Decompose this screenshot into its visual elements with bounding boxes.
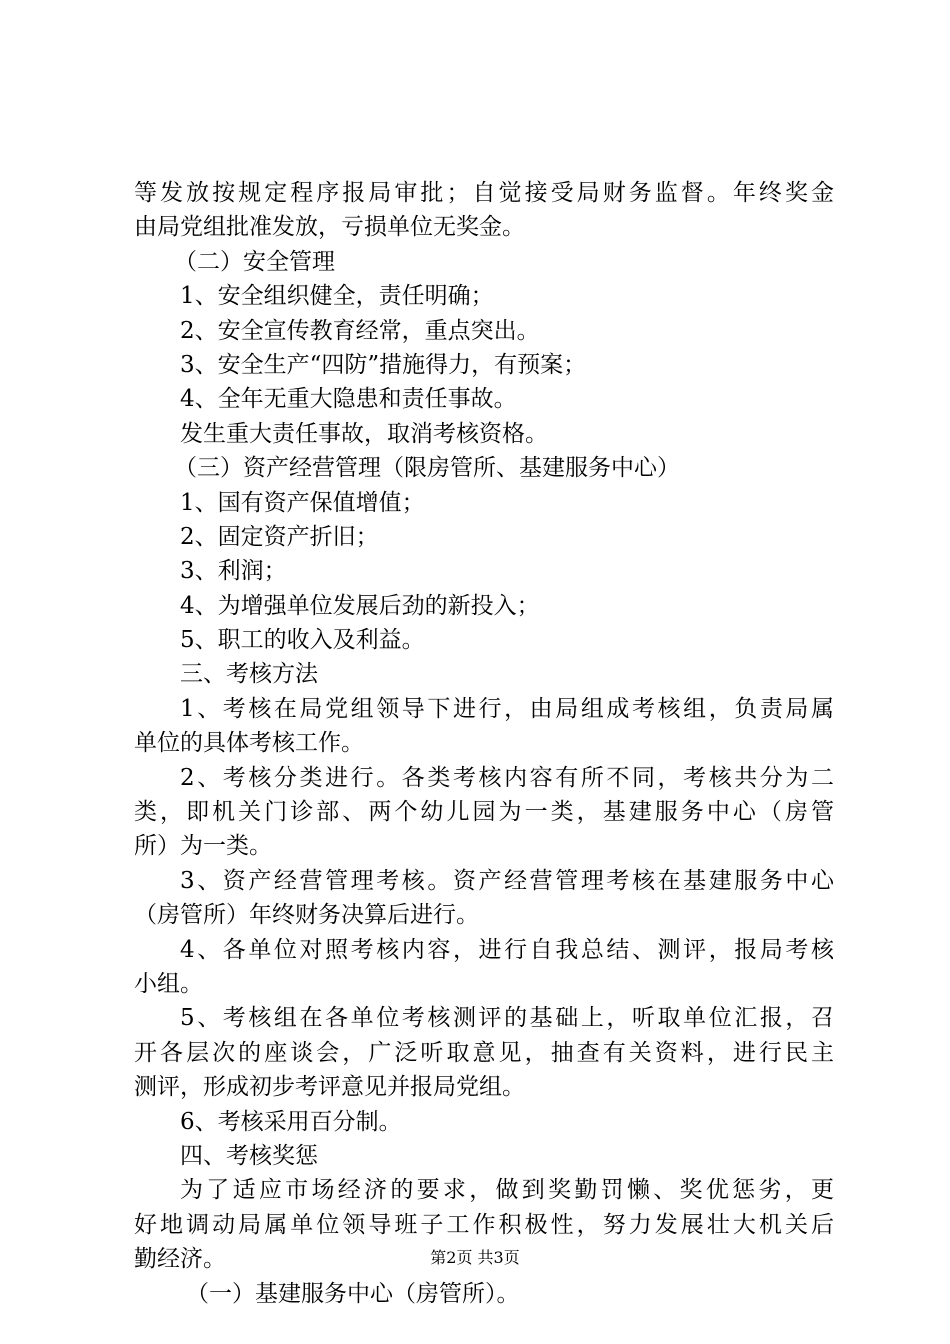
text-line: 4、全年无重大隐患和责任事故。 xyxy=(180,386,517,413)
text-line: 1、国有资产保值增值； xyxy=(180,489,425,516)
text-line: （房管所）年终财务决算后进行。 xyxy=(134,902,479,929)
text-line: 三、考核方法 xyxy=(180,661,318,688)
text-line: 3、利润； xyxy=(180,558,287,585)
text-line: 小组。 xyxy=(134,970,203,997)
text-line: （二）安全管理 xyxy=(174,248,335,275)
text-line: 好地调动局属单位领导班子工作积极性，努力发展壮大机关后 xyxy=(134,1211,834,1238)
text-line: 开各层次的座谈会，广泛听取意见，抽查有关资料，进行民主 xyxy=(134,1039,834,1066)
text-line: 勤经济。 xyxy=(134,1246,226,1273)
text-line: 由局党组批准发放，亏损单位无奖金。 xyxy=(134,214,525,241)
text-line: 2、固定资产折旧； xyxy=(180,523,379,550)
page-footer: 第2页 共3页 xyxy=(430,1248,520,1267)
text-line: 3、资产经营管理考核。资产经营管理考核在基建服务中心 xyxy=(180,867,834,894)
text-line: 4、为增强单位发展后劲的新投入； xyxy=(180,592,540,619)
text-line: （一）基建服务中心（房管所）。 xyxy=(186,1280,520,1307)
text-line: 四、考核奖惩 xyxy=(180,1142,318,1169)
text-line: 类，即机关门诊部、两个幼儿园为一类，基建服务中心（房管 xyxy=(134,799,834,826)
text-line: 发生重大责任事故，取消考核资格。 xyxy=(180,420,548,447)
document-body xyxy=(134,176,834,1311)
text-line: 5、考核组在各单位考核测评的基础上，听取单位汇报，召 xyxy=(180,1005,834,1032)
text-line: 4、各单位对照考核内容，进行自我总结、测评，报局考核 xyxy=(180,936,834,963)
text-line: 为了适应市场经济的要求，做到奖勤罚懒、奖优惩劣，更 xyxy=(180,1177,834,1204)
text-line: 单位的具体考核工作。 xyxy=(134,730,364,757)
text-line: 6、考核采用百分制。 xyxy=(180,1108,402,1135)
text-line: 等发放按规定程序报局审批；自觉接受局财务监督。年终奖金 xyxy=(134,180,834,206)
text-line: 所）为一类。 xyxy=(134,833,272,860)
text-line: 1、安全组织健全，责任明确； xyxy=(180,283,494,310)
text-line: （三）资产经营管理（限房管所、基建服务中心） xyxy=(174,455,680,482)
text-line: 5、职工的收入及利益。 xyxy=(180,627,425,654)
text-line: 1、考核在局党组领导下进行，由局组成考核组，负责局属 xyxy=(180,695,834,722)
text-line: 测评，形成初步考评意见并报局党组。 xyxy=(134,1074,525,1101)
text-line: 2、考核分类进行。各类考核内容有所不同，考核共分为二 xyxy=(180,764,834,791)
text-line: 2、安全宣传教育经常，重点突出。 xyxy=(180,317,540,344)
text-line: 3、安全生产“四防”措施得力，有预案； xyxy=(180,351,587,378)
